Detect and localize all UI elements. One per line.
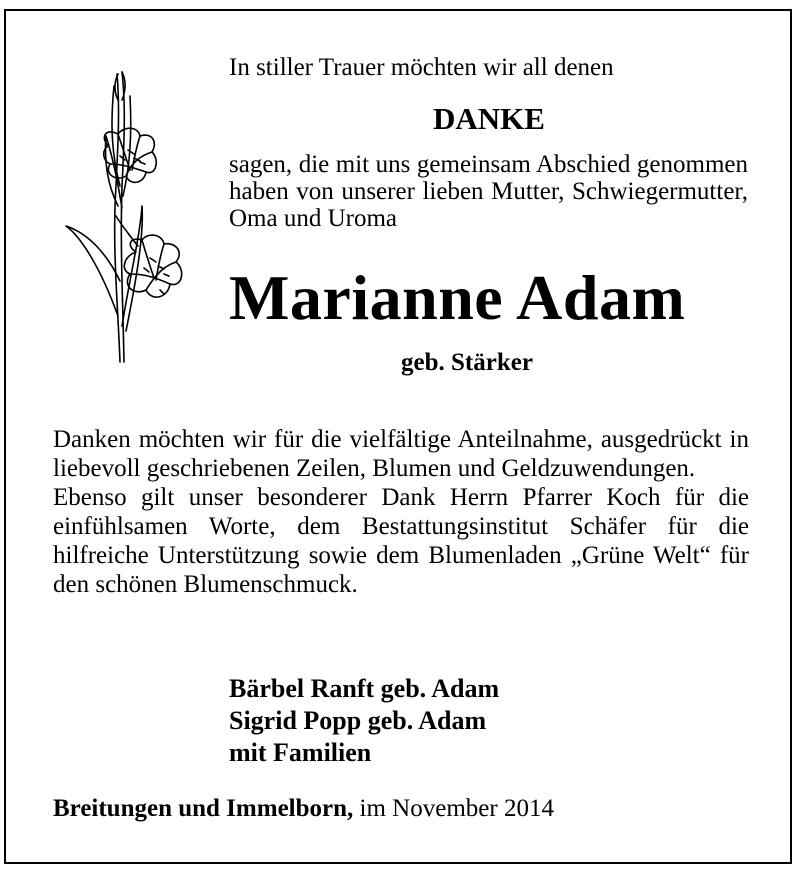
signer-2: Sigrid Popp geb. Adam xyxy=(229,706,487,735)
iris-flower-drawing-icon xyxy=(60,66,210,366)
place: Breitungen und Immelborn, xyxy=(53,795,354,822)
thanks-body xyxy=(53,425,749,599)
signer-3: mit Familien xyxy=(229,738,372,767)
intro-line: In stiller Trauer möchten wir all denen xyxy=(229,54,614,81)
danke-heading: DANKE xyxy=(433,101,545,136)
birth-name: geb. Stärker xyxy=(401,349,533,376)
thanks-paragraph-1: Danken möchten wir für die vielfältige Anteilnahme, ausgedrückt in liebevoll geschriebenen Zeilen, Blumen und Geldzuwendungen. xyxy=(53,426,749,482)
thanks-paragraph-2: Ebenso gilt unser besonderer Dank Herrn Pfarrer Koch für die einfühlsamen Worte, dem Bestattungsinstitut Schäfer für die hilfreiche Unterstützung sowie dem Blumenladen „Grüne Welt“ für den schönen Blumenschmuck. xyxy=(53,484,749,598)
signers-block xyxy=(229,673,499,769)
signer-1: Bärbel Ranft geb. Adam xyxy=(229,674,500,703)
date: im November 2014 xyxy=(353,795,554,822)
thanks-intro-text: sagen, die mit uns gemeinsam Abschied genommen haben von unserer lieben Mutter, Schwiegermutter, Oma und Uroma xyxy=(229,151,748,232)
deceased-name: Marianne Adam xyxy=(229,262,686,333)
place-date-line xyxy=(53,793,554,825)
